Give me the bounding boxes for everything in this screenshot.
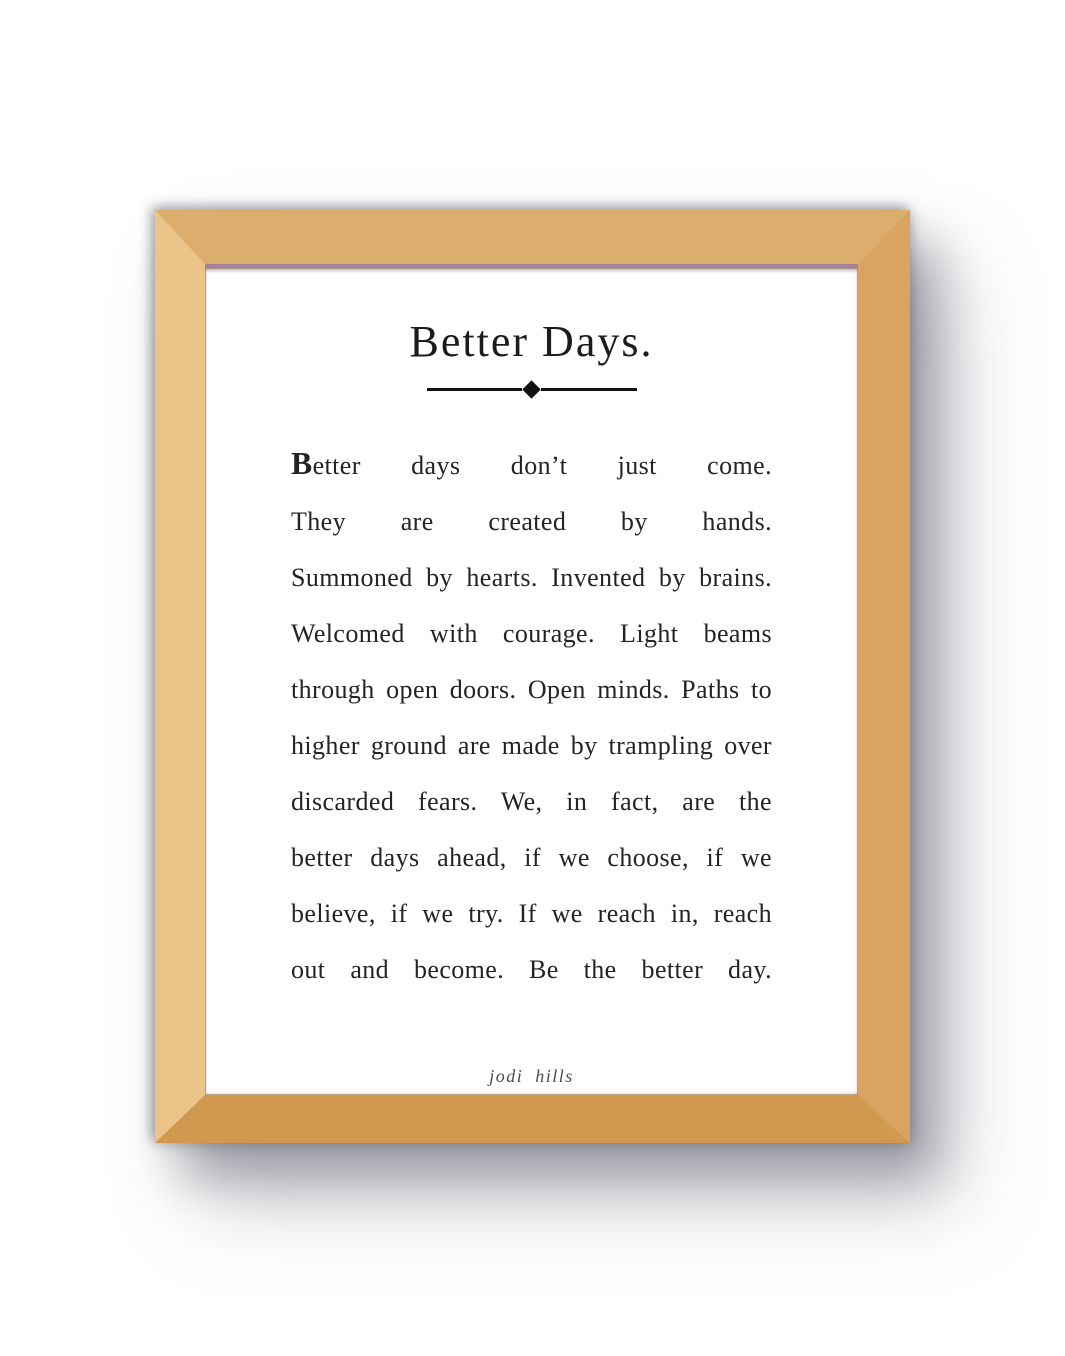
poster-body-line: discarded fears. We, in fact, are the: [291, 787, 772, 816]
poster-body-line: Summoned by hearts. Invented by brains.: [291, 563, 772, 592]
poster-body-line: through open doors. Open minds. Paths to: [291, 675, 772, 704]
poster-body-line: higher ground are made by trampling over: [291, 731, 772, 760]
poster-paper: [205, 264, 858, 1095]
poster-body-line: They are created by hands.: [291, 507, 772, 536]
poster-body-line: out and become. Be the better day.: [291, 955, 772, 984]
diamond-icon: [522, 380, 540, 398]
divider-rule-right: [541, 388, 637, 391]
author-signature: jodi hills: [489, 1066, 574, 1086]
poster-body-line: Welcomed with courage. Light beams: [291, 619, 772, 648]
poster-body-line: Better days don’t just come.: [291, 446, 772, 481]
poster-body-line: better days ahead, if we choose, if we: [291, 843, 772, 872]
picture-frame: [155, 210, 910, 1143]
poster-title: Better Days.: [409, 317, 654, 366]
divider-rule-left: [427, 388, 523, 391]
poster-body: [205, 436, 858, 998]
title-divider: [427, 383, 637, 396]
poster-body-line: believe, if we try. If we reach in, reach: [291, 899, 772, 928]
